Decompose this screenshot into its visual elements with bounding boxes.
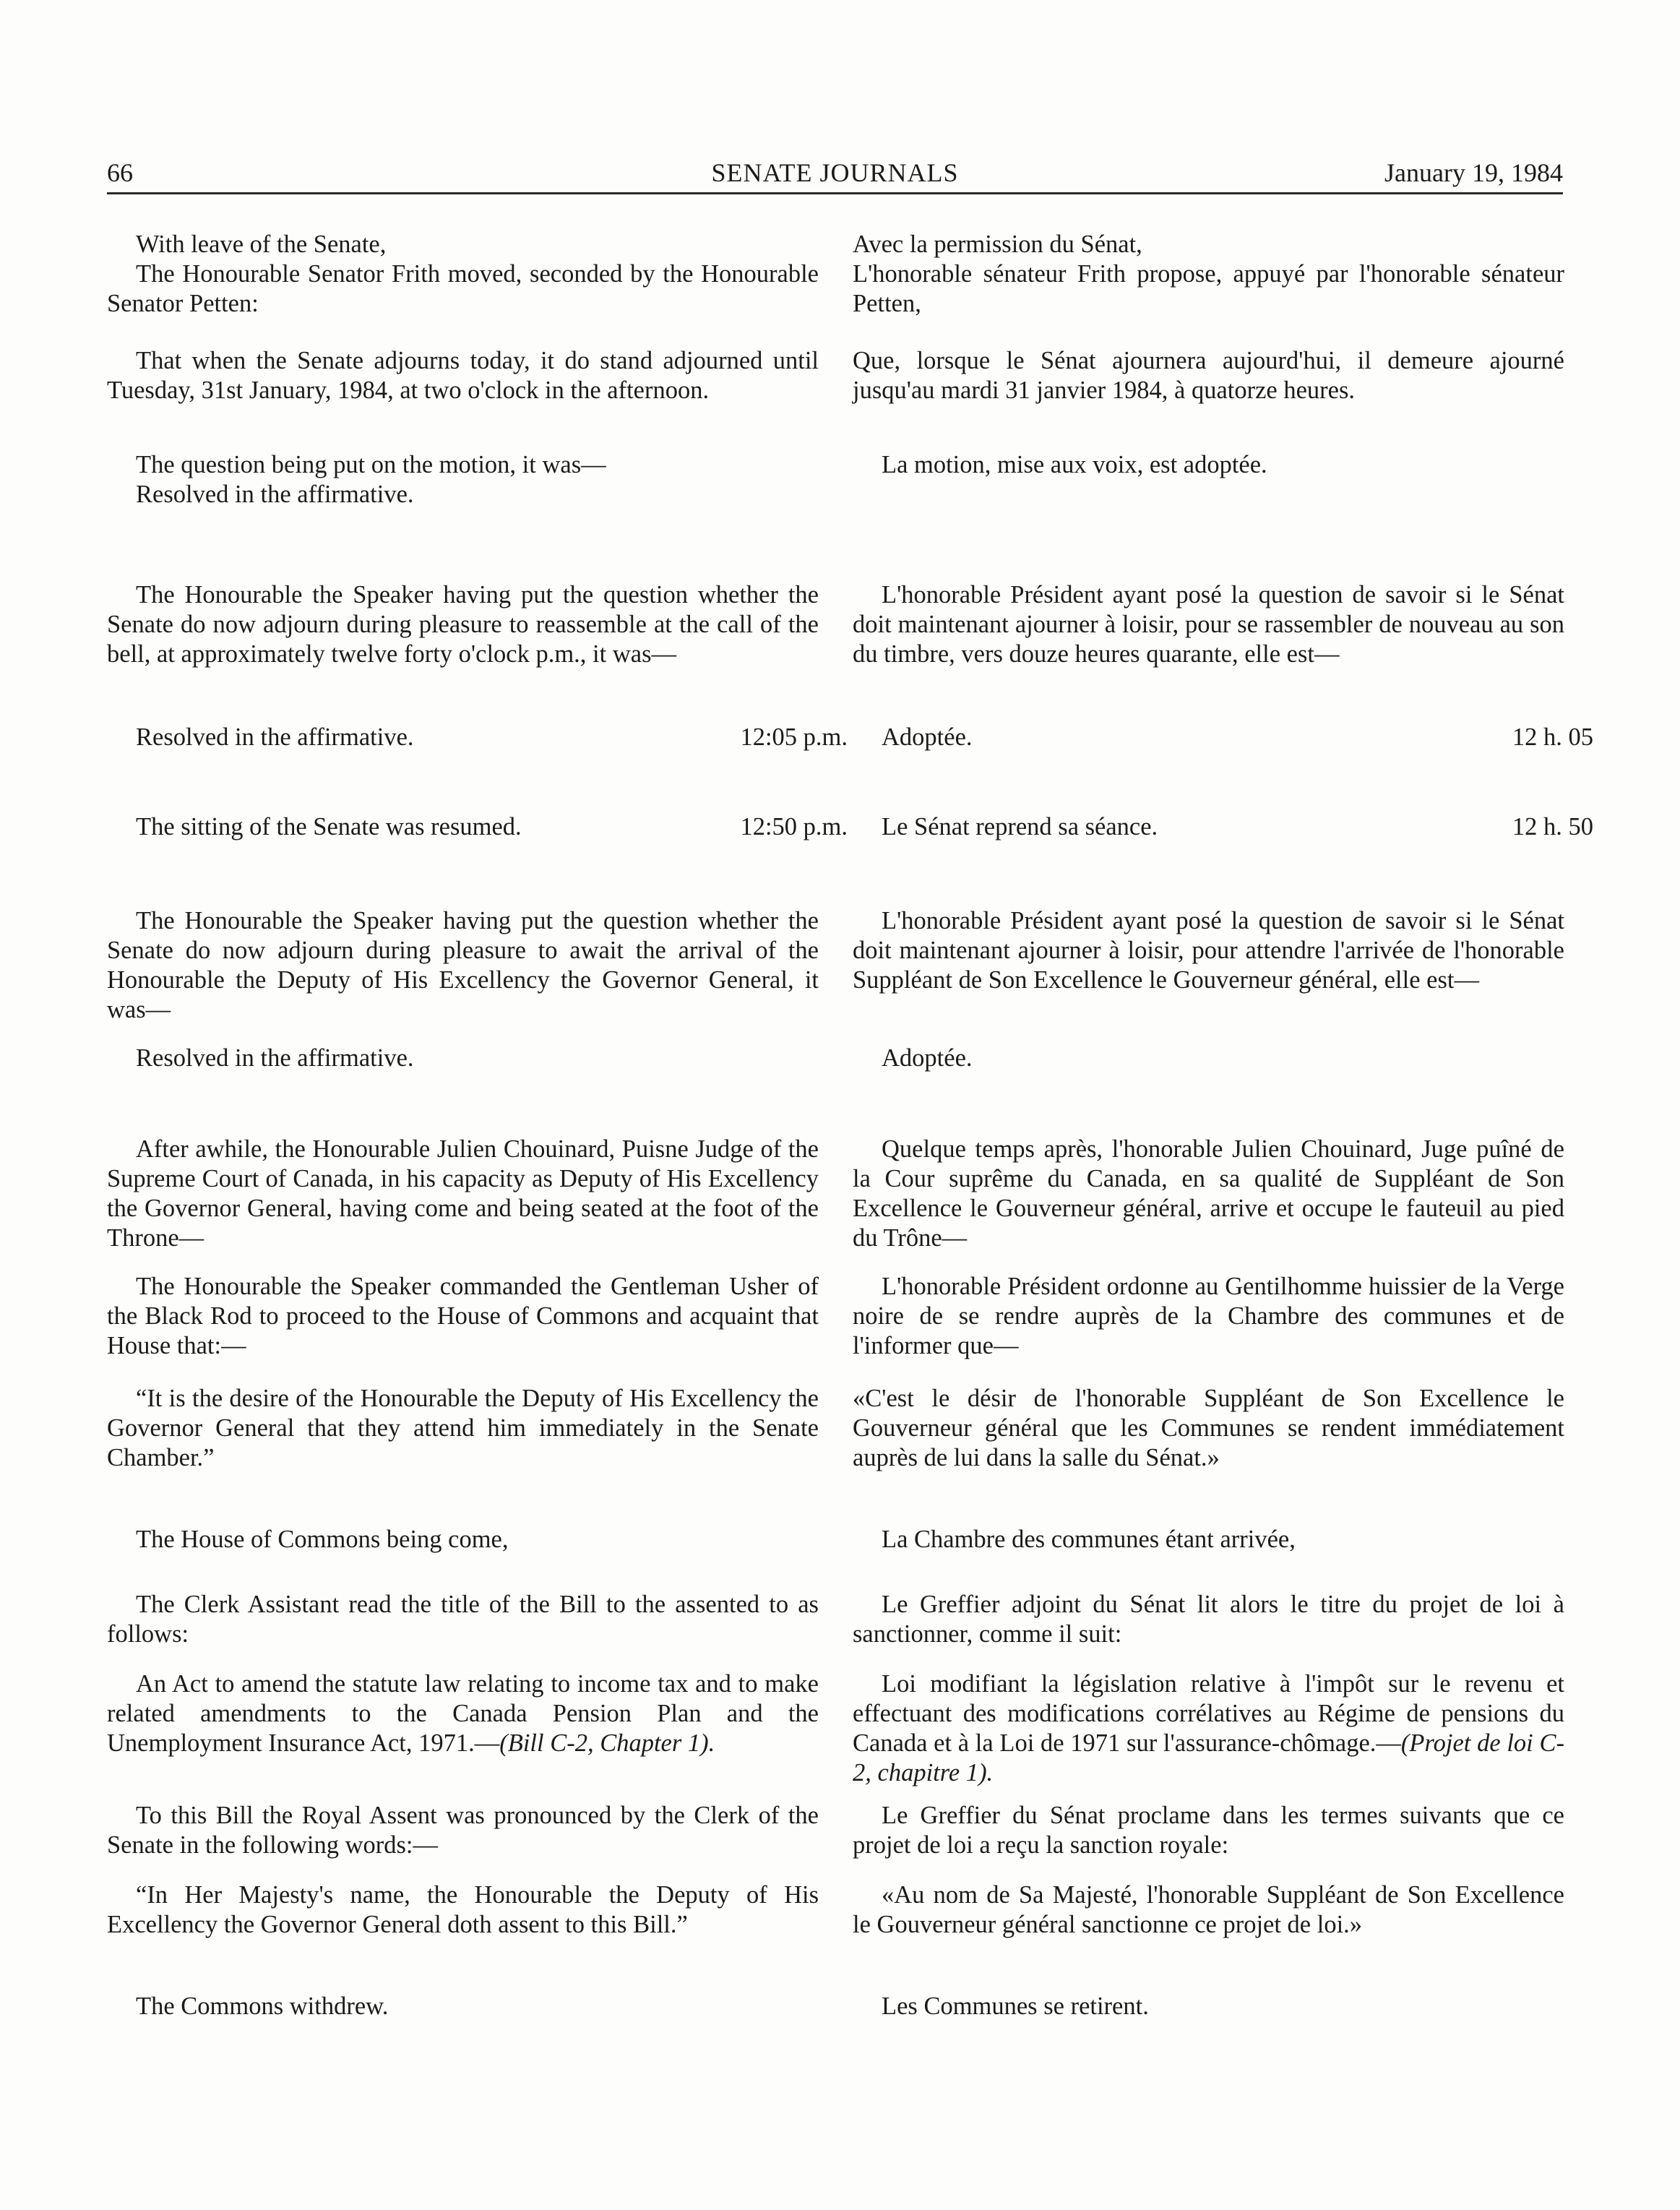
en-awhile-block	[107, 1135, 819, 1253]
fr-resumed-row	[853, 812, 1593, 842]
fr-time-2: 12 h. 50	[1512, 813, 1593, 840]
en-time-1: 12:05 p.m.	[740, 723, 848, 751]
running-title: SENATE JOURNALS	[711, 158, 959, 187]
fr-sitting-resumed: Le Sénat reprend sa séance.	[882, 813, 1158, 840]
en-frith-moved: The Honourable Senator Frith moved, seconded by the Honourable Senator Petten:	[107, 260, 819, 317]
en-resolved-2-row	[107, 723, 848, 752]
fr-commons-come-block	[853, 1525, 1564, 1555]
en-withdrew-block	[107, 1992, 819, 2021]
fr-desire: «C'est le désir de l'honorable Suppléant de Son Excellence le Gouverneur général que les Communes se rendent immédiatement auprès de lui dans la salle du Sénat.»	[853, 1385, 1564, 1471]
en-clerk-block	[107, 1590, 819, 1649]
fr-bell-block	[853, 580, 1564, 669]
en-assent-block	[107, 1801, 819, 1860]
fr-act-title-text: Loi modifiant la législation relative à l'impôt sur le revenu et effectuant des modifications corrélatives au Régime de pensions du Canada et à la Loi de 1971 sur l'assurance-chômage.—	[853, 1670, 1564, 1757]
fr-adopted-1: Adoptée.	[882, 723, 973, 751]
fr-speaker-pleasure-bell: L'honorable Président ayant posé la question de savoir si le Sénat doit maintenant ajourner à loisir, pour se rassembler de nouveau au son du timbre, vers douze heures quarante, elle est—	[853, 581, 1564, 668]
fr-withdrew-block	[853, 1992, 1564, 2021]
fr-majesty-name: «Au nom de Sa Majesté, l'honorable Suppléant de Son Excellence le Gouverneur général sanctionne ce projet de loi.»	[853, 1881, 1564, 1938]
en-act-title-text: An Act to amend the statute law relating to income tax and to make related amendments to the Canada Pension Plan and the Unemployment Insurance Act, 1971.—	[107, 1670, 819, 1757]
fr-awhile-block	[853, 1135, 1564, 1253]
en-question-block	[107, 450, 819, 509]
en-act-block	[107, 1669, 819, 1758]
en-after-awhile: After awhile, the Honourable Julien Chouinard, Puisne Judge of the Supreme Court of Canada, in his capacity as Deputy of His Excellency the Governor General, having come and being seated at the foot of the Throne—	[107, 1135, 819, 1252]
en-resolved-3: Resolved in the affirmative.	[136, 1044, 414, 1072]
fr-leave: Avec la permission du Sénat,	[853, 231, 1142, 258]
en-motion-block	[107, 346, 819, 405]
en-leave-block	[107, 230, 819, 319]
page-header	[107, 158, 1563, 192]
fr-frith-moved: L'honorable sénateur Frith propose, appuyé par l'honorable sénateur Petten,	[853, 260, 1564, 317]
en-commons-come-block	[107, 1525, 819, 1555]
en-resumed-row	[107, 812, 848, 842]
en-adjourn-motion: That when the Senate adjourns today, it do stand adjourned until Tuesday, 31st January, 1984, at two o'clock in the afternoon.	[107, 347, 819, 404]
fr-speaker-pleasure-deputy: L'honorable Président ayant posé la question de savoir si le Sénat doit maintenant ajourner à loisir, pour attendre l'arrivée de l'honorable Suppléant de Son Excellence le Gouverneur général, elle est—	[853, 907, 1564, 994]
fr-deputy-block	[853, 906, 1564, 995]
fr-time-1: 12 h. 05	[1512, 723, 1593, 751]
fr-royal-assent: Le Greffier du Sénat proclame dans les termes suivants que ce projet de loi a reçu la sanction royale:	[853, 1802, 1564, 1859]
en-act-bill-ref: (Bill C-2, Chapter 1).	[499, 1729, 715, 1757]
fr-assent-block	[853, 1801, 1564, 1860]
fr-clerk-read: Le Greffier adjoint du Sénat lit alors le titre du projet de loi à sanctionner, comme il suit:	[853, 1591, 1564, 1648]
en-majesty-block	[107, 1880, 819, 1940]
fr-clerk-block	[853, 1590, 1564, 1649]
fr-act-bill-ref: (Projet de loi C-2, chapitre 1).	[853, 1729, 1564, 1787]
fr-adopted-2: Adoptée.	[882, 1044, 973, 1072]
en-act-title	[107, 1669, 819, 1758]
en-desire-block	[107, 1384, 819, 1473]
header-rule	[107, 192, 1563, 194]
en-resolved-3-block	[107, 1044, 819, 1073]
en-speaker-pleasure-deputy: The Honourable the Speaker having put the question whether the Senate do now adjourn during pleasure to await the arrival of the Honourable the Deputy of His Excellency the Governor General, it was—	[107, 907, 819, 1023]
en-royal-assent: To this Bill the Royal Assent was pronounced by the Clerk of the Senate in the following words:—	[107, 1802, 819, 1859]
fr-act-block	[853, 1669, 1564, 1788]
fr-motion-adopted-block	[853, 450, 1564, 480]
en-desire: “It is the desire of the Honourable the Deputy of His Excellency the Governor General that they attend him immediately in the Senate Chamber.”	[107, 1385, 819, 1471]
fr-majesty-block	[853, 1880, 1564, 1940]
page-date: January 19, 1984	[1384, 158, 1563, 187]
en-usher: The Honourable the Speaker commanded the Gentleman Usher of the Black Rod to proceed to the House of Commons and acquaint that House that:—	[107, 1273, 819, 1359]
en-bell-block	[107, 580, 819, 669]
fr-motion-block	[853, 346, 1564, 405]
fr-commons-come: La Chambre des communes étant arrivée,	[882, 1526, 1296, 1553]
en-resolved-1: Resolved in the affirmative.	[136, 481, 414, 508]
fr-usher-block	[853, 1272, 1564, 1361]
page-number: 66	[107, 158, 133, 187]
en-withdrew: The Commons withdrew.	[136, 1992, 389, 2020]
fr-adopted-2-block	[853, 1044, 1564, 1073]
en-deputy-block	[107, 906, 819, 1025]
en-speaker-pleasure-bell: The Honourable the Speaker having put the question whether the Senate do now adjourn during pleasure to reassemble at the call of the bell, at approximately twelve forty o'clock p.m., it was—	[107, 581, 819, 668]
fr-desire-block	[853, 1384, 1564, 1473]
fr-adopted-1-row	[853, 723, 1593, 752]
fr-withdrew: Les Communes se retirent.	[882, 1992, 1149, 2020]
fr-after-awhile: Quelque temps après, l'honorable Julien Chouinard, Juge puîné de la Cour suprême du Canada, en sa qualité de Suppléant de Son Excellence le Gouverneur général, arrive et occupe le fauteuil au pied du Trône—	[853, 1135, 1564, 1252]
fr-leave-block	[853, 230, 1564, 319]
en-time-2: 12:50 p.m.	[740, 813, 848, 840]
fr-adjourn-motion: Que, lorsque le Sénat ajournera aujourd'hui, il demeure ajourné jusqu'au mardi 31 janvier 1984, à quatorze heures.	[853, 347, 1564, 404]
en-majesty-name: “In Her Majesty's name, the Honourable the Deputy of His Excellency the Governor General doth assent to this Bill.”	[107, 1881, 819, 1938]
en-leave: With leave of the Senate,	[136, 231, 387, 258]
en-clerk-read: The Clerk Assistant read the title of the Bill to the assented to as follows:	[107, 1591, 819, 1648]
fr-usher: L'honorable Président ordonne au Gentilhomme huissier de la Verge noire de se rendre auprès de la Chambre des communes et de l'informer que—	[853, 1273, 1564, 1359]
en-usher-block	[107, 1272, 819, 1361]
en-resolved-2: Resolved in the affirmative.	[136, 723, 414, 751]
en-commons-come: The House of Commons being come,	[136, 1526, 509, 1553]
fr-motion-adopted: La motion, mise aux voix, est adoptée.	[882, 451, 1267, 478]
en-question-put: The question being put on the motion, it was—	[136, 451, 606, 478]
en-sitting-resumed: The sitting of the Senate was resumed.	[136, 813, 522, 840]
fr-act-title	[853, 1669, 1564, 1788]
